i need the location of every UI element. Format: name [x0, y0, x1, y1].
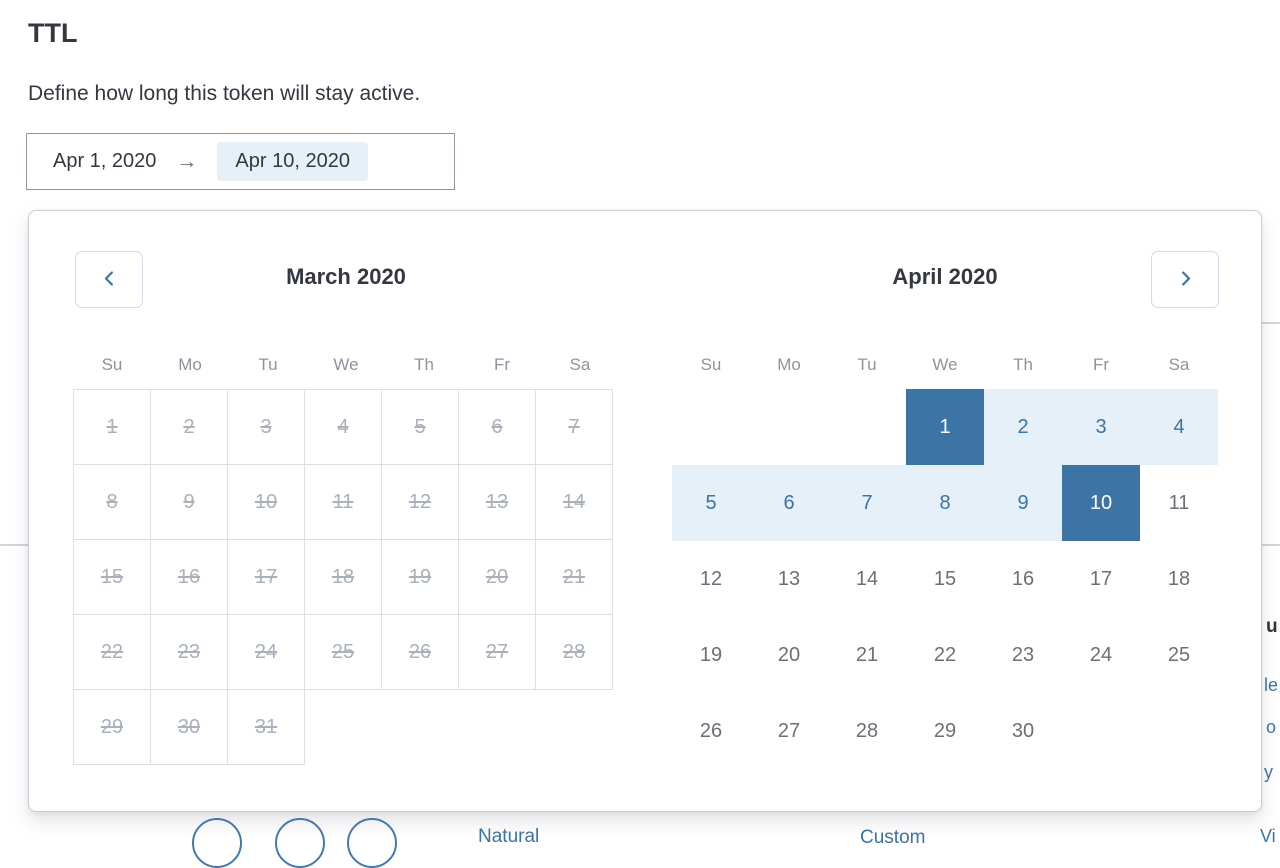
day-cell[interactable]: 7	[828, 465, 906, 541]
month-panel-april	[672, 211, 1218, 771]
day-grid	[672, 389, 1218, 769]
start-date-value[interactable]: Apr 1, 2020	[53, 150, 157, 172]
day-cell[interactable]: 6	[750, 465, 828, 541]
empty-day-cell	[1140, 693, 1218, 769]
day-cell[interactable]: 28	[855, 719, 879, 742]
day-cell[interactable]: 24	[1089, 643, 1113, 666]
background-link-fragment[interactable]: o	[1266, 717, 1277, 737]
day-cell[interactable]: 20	[777, 643, 801, 666]
day-cell[interactable]: 21	[855, 643, 879, 666]
day-cell[interactable]: 11	[1168, 491, 1190, 514]
day-cell: 21	[535, 539, 613, 615]
weekday-header-row	[672, 355, 1218, 375]
day-cell[interactable]: 3	[1062, 389, 1140, 465]
day-cell[interactable]: 1	[906, 389, 984, 465]
weekday-label: We	[932, 355, 958, 374]
day-cell: 31	[227, 689, 305, 765]
day-cell: 26	[381, 614, 459, 690]
day-cell[interactable]: 27	[777, 719, 801, 742]
custom-link[interactable]: Custom	[860, 827, 926, 848]
weekday-label: Mo	[777, 355, 801, 374]
day-cell: 9	[150, 464, 228, 540]
day-cell[interactable]: 14	[855, 567, 879, 590]
day-cell[interactable]: 29	[933, 719, 957, 742]
day-cell: 16	[150, 539, 228, 615]
month-title: April 2020	[892, 264, 998, 289]
day-cell: 24	[227, 614, 305, 690]
empty-day-cell	[672, 389, 750, 465]
day-cell[interactable]: 8	[906, 465, 984, 541]
day-cell: 6	[458, 389, 536, 465]
end-date-value[interactable]: Apr 10, 2020	[217, 142, 368, 181]
day-cell[interactable]: 2	[984, 389, 1062, 465]
day-cell: 29	[73, 689, 151, 765]
arrow-right-icon: →	[176, 149, 198, 173]
day-cell: 18	[304, 539, 382, 615]
page-description: Define how long this token will stay active.	[28, 82, 421, 105]
weekday-label: Tu	[258, 355, 278, 374]
weekday-label: Sa	[569, 355, 591, 374]
day-cell: 23	[150, 614, 228, 690]
day-cell: 30	[150, 689, 228, 765]
day-cell[interactable]: 10	[1062, 465, 1140, 541]
empty-day-cell	[750, 389, 828, 465]
day-cell[interactable]: 15	[933, 567, 957, 590]
background-link-fragment[interactable]: y	[1264, 762, 1273, 782]
day-cell[interactable]: 9	[984, 465, 1062, 541]
weekday-label: Fr	[1092, 355, 1110, 374]
weekday-label: Th	[1013, 355, 1033, 374]
day-cell: 3	[227, 389, 305, 465]
day-cell: 5	[381, 389, 459, 465]
day-cell[interactable]: 12	[699, 567, 723, 590]
empty-day-cell	[461, 689, 539, 765]
empty-day-cell	[383, 689, 461, 765]
day-cell[interactable]: 18	[1167, 567, 1191, 590]
empty-day-cell	[828, 389, 906, 465]
empty-day-cell	[305, 689, 383, 765]
day-cell[interactable]: 22	[933, 643, 957, 666]
day-cell: 22	[73, 614, 151, 690]
day-cell[interactable]: 30	[1011, 719, 1035, 742]
day-cell[interactable]: 23	[1011, 643, 1035, 666]
day-cell: 8	[73, 464, 151, 540]
weekday-label: Fr	[493, 355, 511, 374]
day-cell: 7	[535, 389, 613, 465]
empty-day-cell	[539, 689, 617, 765]
day-cell[interactable]: 4	[1140, 389, 1218, 465]
day-cell: 20	[458, 539, 536, 615]
day-cell[interactable]: 19	[699, 643, 723, 666]
background-link-fragment[interactable]: le	[1264, 675, 1279, 695]
date-picker-popover	[28, 210, 1262, 812]
date-range-input[interactable]	[26, 133, 455, 190]
day-cell[interactable]: 16	[1011, 567, 1035, 590]
natural-link[interactable]: Natural	[478, 826, 540, 847]
month-panel-march	[73, 211, 619, 771]
day-cell: 4	[304, 389, 382, 465]
day-cell: 27	[458, 614, 536, 690]
circle-button[interactable]	[192, 818, 242, 868]
day-cell: 15	[73, 539, 151, 615]
day-cell: 1	[73, 389, 151, 465]
day-cell[interactable]: 17	[1089, 567, 1113, 590]
circle-button[interactable]	[347, 818, 397, 868]
day-cell: 25	[304, 614, 382, 690]
page-title: TTL	[28, 18, 78, 48]
day-cell: 12	[381, 464, 459, 540]
day-cell[interactable]: 5	[672, 465, 750, 541]
day-cell: 13	[458, 464, 536, 540]
day-cell: 17	[227, 539, 305, 615]
day-cell: 14	[535, 464, 613, 540]
weekday-label: Mo	[178, 355, 202, 374]
weekday-label: Su	[101, 355, 123, 374]
weekday-label: Tu	[857, 355, 877, 374]
month-title: March 2020	[286, 264, 406, 289]
weekday-label: Sa	[1168, 355, 1190, 374]
background-text-fragment: u	[1266, 616, 1278, 637]
day-cell: 19	[381, 539, 459, 615]
day-cell[interactable]: 25	[1167, 643, 1191, 666]
weekday-label: We	[333, 355, 359, 374]
day-grid	[73, 389, 619, 765]
day-cell[interactable]: 26	[699, 719, 723, 742]
circle-button[interactable]	[275, 818, 325, 868]
empty-day-cell	[1062, 693, 1140, 769]
weekday-label: Su	[700, 355, 722, 374]
day-cell: 11	[304, 464, 382, 540]
day-cell: 10	[227, 464, 305, 540]
weekday-label: Th	[414, 355, 434, 374]
background-link-fragment[interactable]: Vi	[1260, 826, 1276, 846]
weekday-header-row	[73, 355, 619, 375]
day-cell[interactable]: 13	[777, 567, 801, 590]
day-cell: 2	[150, 389, 228, 465]
day-cell: 28	[535, 614, 613, 690]
